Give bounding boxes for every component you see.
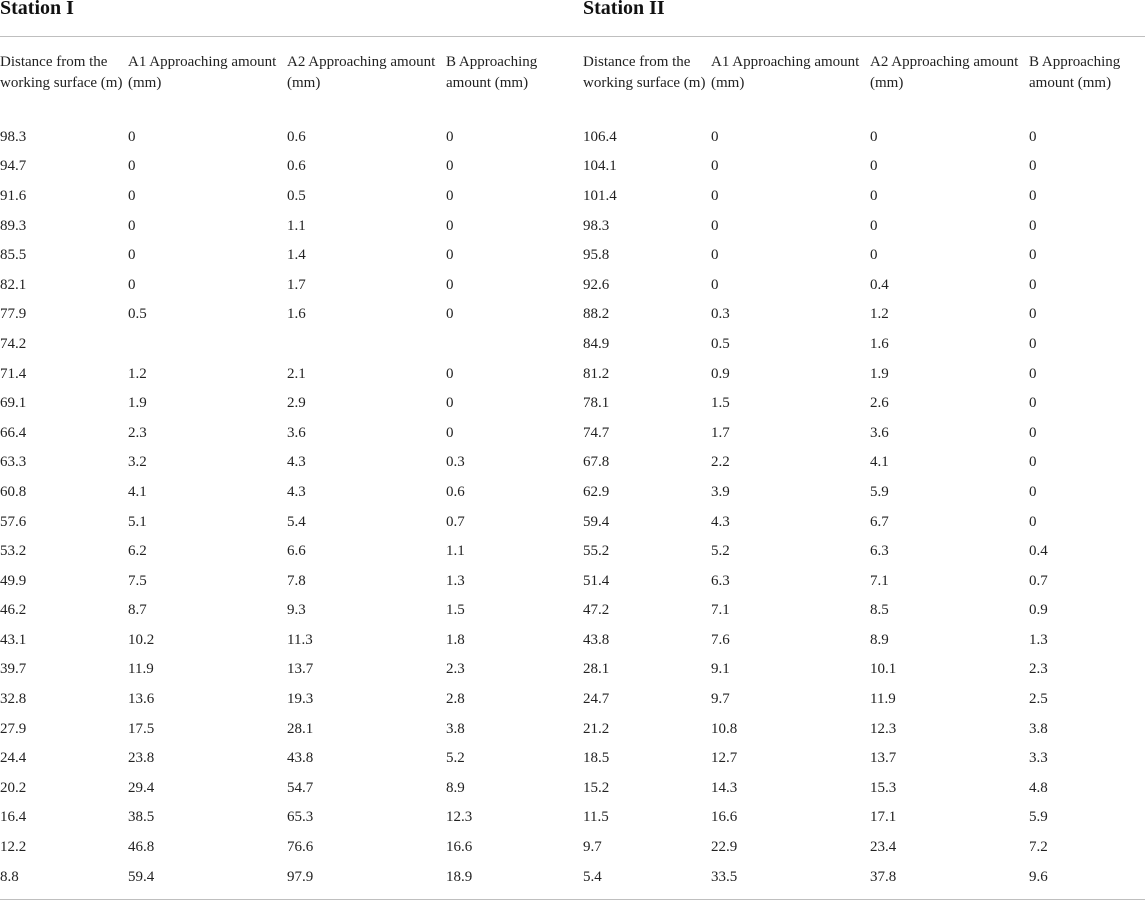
cell-b-1: 5.2 <box>446 750 465 767</box>
cell-a2-1: 0.6 <box>287 158 306 175</box>
cell-b-1: 0 <box>446 128 454 145</box>
cell-a2-1: 4.3 <box>287 483 306 500</box>
col-header-a2-1: A2 Approaching amount (mm) <box>287 54 436 91</box>
cell-b-2: 0 <box>1029 483 1037 500</box>
cell-distance-1: 85.5 <box>0 247 27 264</box>
cell-b-2: 0 <box>1029 454 1037 471</box>
cell-distance-2: 67.8 <box>583 454 610 471</box>
cell-distance-1: 16.4 <box>0 809 27 826</box>
cell-a1-1: 59.4 <box>128 868 155 885</box>
cell-a2-2: 2.6 <box>870 395 889 412</box>
cell-a2-2: 0.4 <box>870 276 889 293</box>
cell-b-2: 7.2 <box>1029 839 1048 856</box>
cell-a2-2: 8.9 <box>870 631 889 648</box>
cell-a2-1: 65.3 <box>287 809 314 826</box>
cell-distance-1: 57.6 <box>0 513 27 530</box>
cell-a2-1: 2.9 <box>287 395 306 412</box>
cell-b-1 <box>446 329 583 359</box>
cell-b-2: 0 <box>1029 335 1037 352</box>
cell-a1-1 <box>128 329 287 359</box>
cell-a1-2: 3.9 <box>711 483 730 500</box>
table-row <box>0 625 1145 655</box>
cell-b-2: 0 <box>1029 158 1037 175</box>
table-row <box>0 743 1145 773</box>
cell-distance-1: 71.4 <box>0 365 27 382</box>
header-row <box>0 52 1145 122</box>
cell-distance-2: 55.2 <box>583 543 610 560</box>
cell-distance-1: 63.3 <box>0 454 27 471</box>
cell-a1-2: 4.3 <box>711 513 730 530</box>
cell-b-1: 1.8 <box>446 631 465 648</box>
cell-a1-1: 1.2 <box>128 365 147 382</box>
col-header-b-2: B Approaching amount (mm) <box>1029 54 1121 91</box>
cell-a2-2: 12.3 <box>870 720 897 737</box>
cell-distance-2: 62.9 <box>583 483 610 500</box>
cell-a2-2: 4.1 <box>870 454 889 471</box>
cell-a2-1: 9.3 <box>287 602 306 619</box>
cell-a2-2: 11.9 <box>870 691 896 708</box>
cell-a2-2: 17.1 <box>870 809 897 826</box>
cell-a1-2: 0 <box>711 217 719 234</box>
table-row <box>0 655 1145 685</box>
cell-distance-1: 46.2 <box>0 602 27 619</box>
cell-a1-2: 0 <box>711 276 719 293</box>
cell-distance-1: 69.1 <box>0 395 27 412</box>
cell-a2-2: 0 <box>870 158 878 175</box>
cell-a2-2: 1.9 <box>870 365 889 382</box>
cell-distance-2: 5.4 <box>583 868 602 885</box>
cell-distance-2: 95.8 <box>583 247 610 264</box>
col-header-distance-2: Distance from the working surface (m) <box>583 54 706 91</box>
table-row <box>0 270 1145 300</box>
table-row <box>0 803 1145 833</box>
cell-distance-1: 32.8 <box>0 691 27 708</box>
cell-a1-1: 23.8 <box>128 750 155 767</box>
cell-a1-2: 6.3 <box>711 572 730 589</box>
table-row <box>0 536 1145 566</box>
cell-a1-2: 0 <box>711 247 719 264</box>
cell-a1-1: 10.2 <box>128 631 155 648</box>
cell-a2-1: 13.7 <box>287 661 314 678</box>
cell-a1-2: 0.3 <box>711 306 730 323</box>
cell-a1-1: 0 <box>128 158 136 175</box>
cell-b-2: 0 <box>1029 424 1037 441</box>
cell-a1-1: 11.9 <box>128 661 154 678</box>
cell-b-1: 0 <box>446 276 454 293</box>
cell-b-2: 3.8 <box>1029 720 1048 737</box>
cell-distance-1: 94.7 <box>0 158 27 175</box>
cell-a2-2: 3.6 <box>870 424 889 441</box>
cell-a1-1: 0 <box>128 247 136 264</box>
cell-b-2: 5.9 <box>1029 809 1048 826</box>
table-body <box>0 122 1145 891</box>
table-row <box>0 240 1145 270</box>
cell-a1-2: 9.1 <box>711 661 730 678</box>
cell-b-2: 0.4 <box>1029 543 1048 560</box>
cell-b-2: 1.3 <box>1029 631 1048 648</box>
cell-b-2: 9.6 <box>1029 868 1048 885</box>
cell-distance-2: 78.1 <box>583 395 610 412</box>
table-row <box>0 418 1145 448</box>
cell-b-2: 0 <box>1029 217 1037 234</box>
cell-distance-2: 74.7 <box>583 424 610 441</box>
cell-a1-1: 5.1 <box>128 513 147 530</box>
col-header-a1-1: A1 Approaching amount (mm) <box>128 54 277 91</box>
cell-a1-2: 0.9 <box>711 365 730 382</box>
cell-a1-2: 10.8 <box>711 720 738 737</box>
cell-a2-1: 6.6 <box>287 543 306 560</box>
cell-distance-1: 8.8 <box>0 868 19 885</box>
cell-a2-2: 37.8 <box>870 868 897 885</box>
cell-distance-1: 91.6 <box>0 187 27 204</box>
cell-distance-1: 66.4 <box>0 424 27 441</box>
cell-a2-1: 11.3 <box>287 631 313 648</box>
cell-a1-2: 0 <box>711 158 719 175</box>
cell-distance-2: 47.2 <box>583 602 610 619</box>
cell-a1-1: 38.5 <box>128 809 155 826</box>
cell-b-1: 0.7 <box>446 513 465 530</box>
cell-b-2: 0 <box>1029 395 1037 412</box>
cell-b-1: 16.6 <box>446 839 473 856</box>
cell-a1-1: 7.5 <box>128 572 147 589</box>
cell-b-2: 0.7 <box>1029 572 1048 589</box>
cell-distance-1: 82.1 <box>0 276 27 293</box>
cell-distance-2: 43.8 <box>583 631 610 648</box>
cell-b-1: 1.1 <box>446 543 465 560</box>
cell-a1-2: 9.7 <box>711 691 730 708</box>
cell-distance-1: 12.2 <box>0 839 27 856</box>
cell-a2-1: 5.4 <box>287 513 306 530</box>
cell-a2-1: 1.1 <box>287 217 306 234</box>
cell-a2-2: 13.7 <box>870 750 897 767</box>
cell-b-2: 0 <box>1029 128 1037 145</box>
cell-a2-2: 0 <box>870 187 878 204</box>
cell-distance-1: 20.2 <box>0 779 27 796</box>
table-row <box>0 773 1145 803</box>
cell-b-1: 0 <box>446 365 454 382</box>
cell-a1-2: 12.7 <box>711 750 738 767</box>
cell-a1-2: 33.5 <box>711 868 738 885</box>
cell-b-1: 8.9 <box>446 779 465 796</box>
cell-a2-1: 0.6 <box>287 128 306 145</box>
cell-distance-2: 88.2 <box>583 306 610 323</box>
station-1-title: Station I <box>0 0 74 19</box>
cell-distance-2: 21.2 <box>583 720 610 737</box>
table-row <box>0 329 1145 359</box>
col-header-a1-2: A1 Approaching amount (mm) <box>711 54 860 91</box>
cell-a1-1: 13.6 <box>128 691 155 708</box>
cell-b-2: 0 <box>1029 276 1037 293</box>
cell-distance-2: 51.4 <box>583 572 610 589</box>
cell-distance-1: 77.9 <box>0 306 27 323</box>
cell-distance-1: 89.3 <box>0 217 27 234</box>
cell-distance-2: 28.1 <box>583 661 610 678</box>
cell-a2-1: 4.3 <box>287 454 306 471</box>
cell-a2-2: 15.3 <box>870 779 897 796</box>
cell-a2-2: 0 <box>870 247 878 264</box>
cell-a1-2: 5.2 <box>711 543 730 560</box>
cell-a1-1: 17.5 <box>128 720 155 737</box>
cell-a1-2: 7.6 <box>711 631 730 648</box>
cell-a2-2: 10.1 <box>870 661 897 678</box>
table-row <box>0 714 1145 744</box>
cell-a1-1: 1.9 <box>128 395 147 412</box>
cell-a2-1: 97.9 <box>287 868 314 885</box>
table-row <box>0 152 1145 182</box>
cell-b-1: 0 <box>446 395 454 412</box>
cell-a2-2: 6.7 <box>870 513 889 530</box>
cell-distance-1: 39.7 <box>0 661 27 678</box>
table-row <box>0 862 1145 892</box>
cell-b-1: 0 <box>446 247 454 264</box>
cell-b-2: 0 <box>1029 513 1037 530</box>
cell-distance-2: 101.4 <box>583 187 617 204</box>
table-row <box>0 122 1145 152</box>
cell-b-2: 0 <box>1029 365 1037 382</box>
cell-b-1: 3.8 <box>446 720 465 737</box>
cell-b-1: 0.6 <box>446 483 465 500</box>
cell-b-1: 0 <box>446 424 454 441</box>
table-row <box>0 566 1145 596</box>
cell-distance-1: 24.4 <box>0 750 27 767</box>
cell-a1-1: 0 <box>128 217 136 234</box>
cell-distance-2: 59.4 <box>583 513 610 530</box>
cell-a1-2: 0 <box>711 187 719 204</box>
cell-a1-1: 46.8 <box>128 839 155 856</box>
cell-a2-2: 23.4 <box>870 839 897 856</box>
cell-distance-2: 9.7 <box>583 839 602 856</box>
cell-a2-2: 8.5 <box>870 602 889 619</box>
table-row <box>0 388 1145 418</box>
cell-a1-1: 0.5 <box>128 306 147 323</box>
cell-distance-1: 98.3 <box>0 128 27 145</box>
cell-a1-1: 0 <box>128 128 136 145</box>
table-row <box>0 300 1145 330</box>
table-row <box>0 684 1145 714</box>
cell-b-2: 4.8 <box>1029 779 1048 796</box>
cell-b-1: 0 <box>446 187 454 204</box>
cell-a2-2: 6.3 <box>870 543 889 560</box>
station-2-title: Station II <box>583 0 665 19</box>
cell-a2-2: 1.6 <box>870 335 889 352</box>
cell-a2-1: 54.7 <box>287 779 314 796</box>
cell-b-1: 0.3 <box>446 454 465 471</box>
cell-b-1: 0 <box>446 306 454 323</box>
cell-a1-2: 2.2 <box>711 454 730 471</box>
cell-a1-1: 29.4 <box>128 779 155 796</box>
cell-b-2: 2.3 <box>1029 661 1048 678</box>
cell-a1-2: 0 <box>711 128 719 145</box>
cell-a1-1: 3.2 <box>128 454 147 471</box>
table-row <box>0 211 1145 241</box>
cell-a2-1: 3.6 <box>287 424 306 441</box>
cell-distance-2: 18.5 <box>583 750 610 767</box>
cell-a1-1: 4.1 <box>128 483 147 500</box>
footer-rule <box>0 899 1145 900</box>
cell-a2-1: 1.6 <box>287 306 306 323</box>
cell-b-1: 2.8 <box>446 691 465 708</box>
cell-distance-1: 27.9 <box>0 720 27 737</box>
cell-distance-1: 60.8 <box>0 483 27 500</box>
cell-a1-1: 0 <box>128 276 136 293</box>
cell-distance-2: 106.4 <box>583 128 617 145</box>
cell-a1-2: 16.6 <box>711 809 738 826</box>
cell-distance-2: 15.2 <box>583 779 610 796</box>
cell-a2-1: 28.1 <box>287 720 314 737</box>
cell-a2-1 <box>287 329 446 359</box>
header-rule <box>0 36 1145 37</box>
cell-b-2: 3.3 <box>1029 750 1048 767</box>
cell-a1-1: 0 <box>128 187 136 204</box>
cell-b-1: 0 <box>446 158 454 175</box>
cell-b-1: 1.5 <box>446 602 465 619</box>
table-row <box>0 832 1145 862</box>
cell-a2-1: 7.8 <box>287 572 306 589</box>
cell-distance-2: 92.6 <box>583 276 610 293</box>
cell-b-2: 0 <box>1029 306 1037 323</box>
cell-a1-1: 6.2 <box>128 543 147 560</box>
cell-b-1: 1.3 <box>446 572 465 589</box>
table-row <box>0 181 1145 211</box>
cell-distance-1: 43.1 <box>0 631 27 648</box>
cell-distance-1: 53.2 <box>0 543 27 560</box>
cell-a1-2: 0.5 <box>711 335 730 352</box>
cell-b-2: 2.5 <box>1029 691 1048 708</box>
cell-a1-2: 22.9 <box>711 839 738 856</box>
col-header-a2-2: A2 Approaching amount (mm) <box>870 54 1019 91</box>
cell-a2-1: 76.6 <box>287 839 314 856</box>
cell-a2-1: 43.8 <box>287 750 314 767</box>
cell-b-2: 0.9 <box>1029 602 1048 619</box>
cell-distance-2: 24.7 <box>583 691 610 708</box>
cell-a1-1: 2.3 <box>128 424 147 441</box>
table-row <box>0 448 1145 478</box>
cell-a2-1: 1.7 <box>287 276 306 293</box>
cell-b-1: 0 <box>446 217 454 234</box>
table-row <box>0 477 1145 507</box>
cell-b-1: 12.3 <box>446 809 473 826</box>
cell-a2-1: 1.4 <box>287 247 306 264</box>
cell-a1-2: 1.7 <box>711 424 730 441</box>
cell-distance-1: 49.9 <box>0 572 27 589</box>
cell-b-2: 0 <box>1029 247 1037 264</box>
cell-distance-2: 104.1 <box>583 158 617 175</box>
cell-distance-1: 74.2 <box>0 335 27 352</box>
cell-a2-1: 19.3 <box>287 691 314 708</box>
cell-a2-2: 0 <box>870 217 878 234</box>
cell-distance-2: 98.3 <box>583 217 610 234</box>
cell-a2-1: 0.5 <box>287 187 306 204</box>
cell-a1-2: 7.1 <box>711 602 730 619</box>
cell-a2-2: 0 <box>870 128 878 145</box>
cell-b-1: 18.9 <box>446 868 473 885</box>
cell-b-2: 0 <box>1029 187 1037 204</box>
table-row <box>0 596 1145 626</box>
col-header-distance-1: Distance from the working surface (m) <box>0 54 123 91</box>
cell-a2-1: 2.1 <box>287 365 306 382</box>
approaching-amount-table <box>0 52 1145 891</box>
col-header-b-1: B Approaching amount (mm) <box>446 54 538 91</box>
cell-a2-2: 1.2 <box>870 306 889 323</box>
cell-a2-2: 5.9 <box>870 483 889 500</box>
cell-a1-2: 1.5 <box>711 395 730 412</box>
cell-a1-2: 14.3 <box>711 779 738 796</box>
cell-distance-2: 81.2 <box>583 365 610 382</box>
cell-distance-2: 84.9 <box>583 335 610 352</box>
table-row <box>0 359 1145 389</box>
cell-a2-2: 7.1 <box>870 572 889 589</box>
cell-b-1: 2.3 <box>446 661 465 678</box>
cell-a1-1: 8.7 <box>128 602 147 619</box>
table-row <box>0 507 1145 537</box>
cell-distance-2: 11.5 <box>583 809 609 826</box>
